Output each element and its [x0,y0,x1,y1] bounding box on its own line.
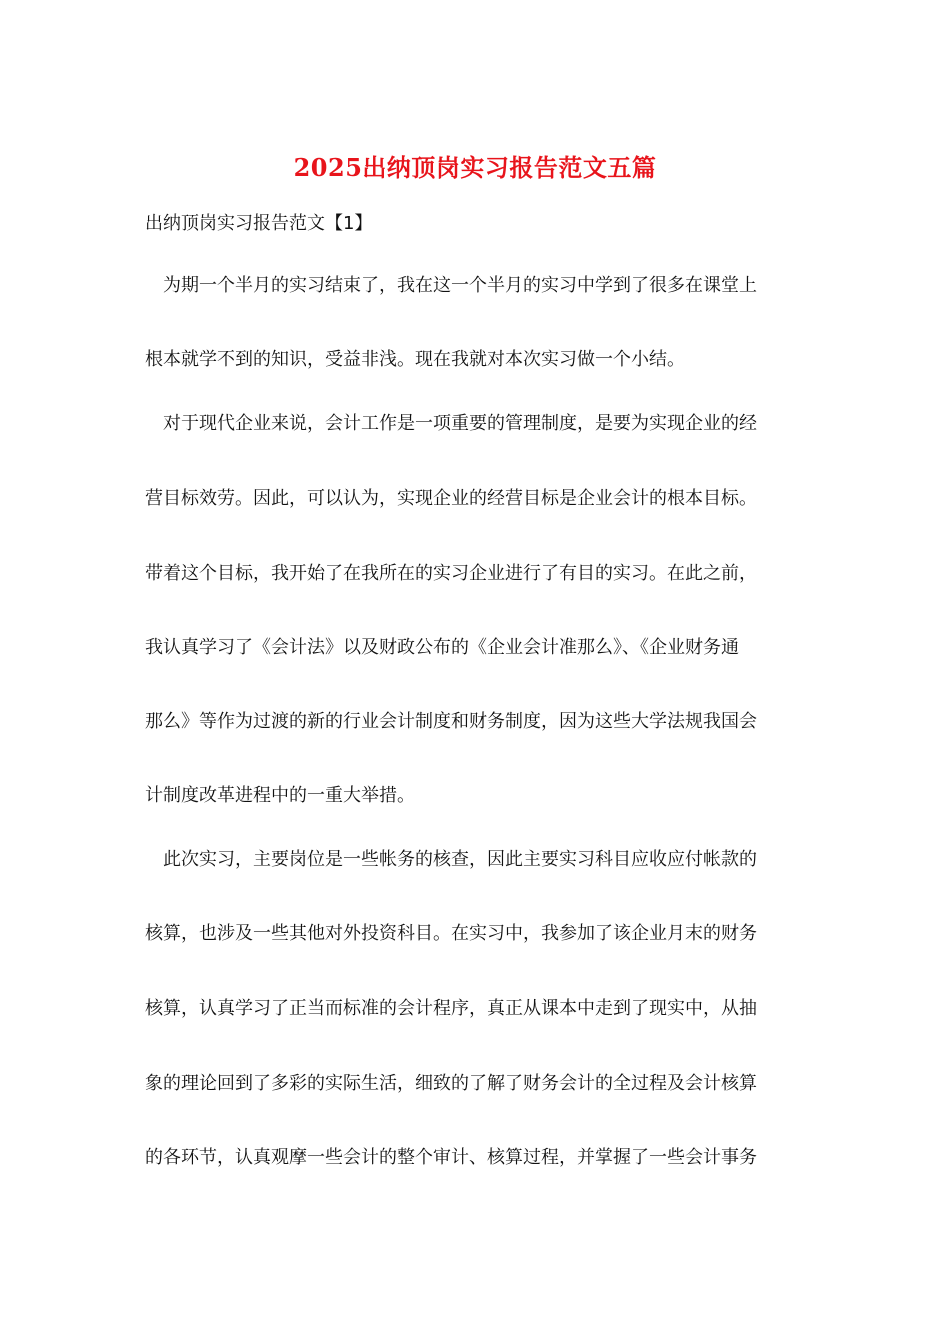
paragraph-line: 的各环节，认真观摩一些会计的整个审计、核算过程，并掌握了一些会计事务 [145,1147,757,1168]
paragraph-line: 根本就学不到的知识，受益非浅。现在我就对本次实习做一个小结。 [145,349,685,370]
document-title: 2025出纳顶岗实习报告范文五篇 [293,153,657,182]
paragraph-line: 象的理论回到了多彩的实际生活，细致的了解了财务会计的全过程及会计核算 [145,1073,757,1094]
paragraph-line: 计制度改革进程中的一重大举措。 [145,785,415,806]
paragraph-line: 带着这个目标，我开始了在我所在的实习企业进行了有目的实习。在此之前， [145,563,757,584]
paragraph-line: 对于现代企业来说，会计工作是一项重要的管理制度，是要为实现企业的经 [163,413,757,434]
paragraph-line: 营目标效劳。因此，可以认为，实现企业的经营目标是企业会计的根本目标。 [145,488,757,509]
paragraph-line: 为期一个半月的实习结束了，我在这一个半月的实习中学到了很多在课堂上 [163,275,757,296]
paragraph-line: 那么》等作为过渡的新的行业会计制度和财务制度，因为这些大学法规我国会 [145,711,757,732]
section-heading: 出纳顶岗实习报告范文【1】 [145,213,373,234]
paragraph-line: 核算，也涉及一些其他对外投资科目。在实习中，我参加了该企业月末的财务 [145,923,757,944]
paragraph-line: 此次实习，主要岗位是一些帐务的核查，因此主要实习科目应收应付帐款的 [163,849,757,870]
paragraph-line: 我认真学习了《会计法》以及财政公布的《企业会计准那么》、《企业财务通 [145,637,739,658]
paragraph-line: 核算，认真学习了正当而标准的会计程序，真正从课本中走到了现实中，从抽 [145,998,757,1019]
